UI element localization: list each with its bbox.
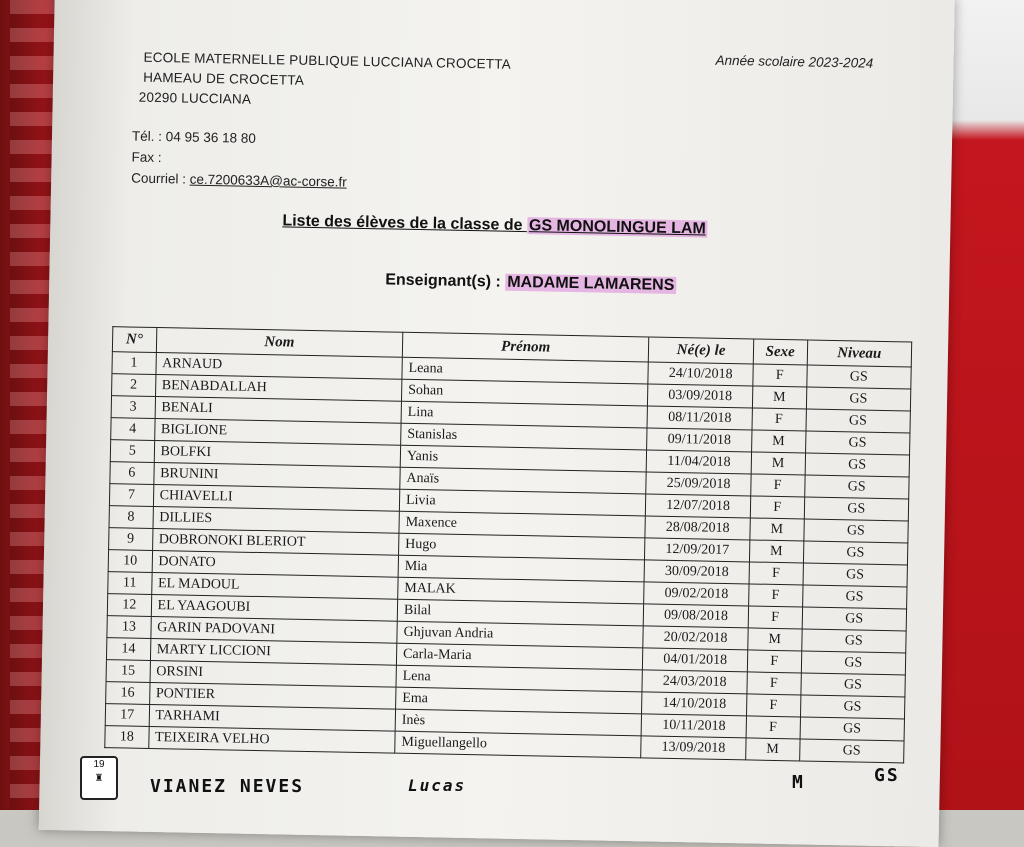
contact-block	[131, 126, 348, 193]
stamp-icon: ♜	[94, 773, 104, 784]
cell-nom: DILLIES	[153, 506, 400, 533]
email-link[interactable]: ce.7200633A@ac-corse.fr	[189, 171, 347, 190]
cell-sexe: F	[746, 694, 800, 717]
cell-sexe: M	[752, 386, 806, 409]
cell-birthdate: 28/08/2018	[645, 516, 750, 540]
cell-niveau: GS	[805, 453, 910, 477]
cell-nom: TEIXEIRA VELHO	[148, 726, 395, 753]
school-address	[138, 48, 512, 115]
cell-number: 17	[105, 704, 149, 727]
cell-nom: PONTIER	[149, 682, 396, 709]
cell-niveau: GS	[805, 431, 910, 455]
cell-birthdate: 12/09/2017	[645, 538, 750, 562]
cell-niveau: GS	[799, 739, 904, 763]
stamp-label: 19	[93, 759, 105, 770]
cell-niveau: GS	[803, 519, 908, 543]
teacher-name: MADAME LAMARENS	[507, 273, 675, 294]
student-rows	[105, 352, 911, 763]
col-niveau: Niveau	[807, 340, 912, 367]
cell-sexe: M	[745, 738, 799, 761]
cell-prenom: Leana	[402, 357, 649, 384]
cell-sexe: F	[750, 496, 804, 519]
cell-number: 5	[110, 440, 154, 463]
cell-nom: MARTY LICCIONI	[150, 638, 397, 665]
cell-prenom: Anaïs	[400, 467, 647, 494]
list-title-prefix: Liste des élèves de la classe de	[282, 212, 528, 235]
cell-niveau: GS	[800, 717, 905, 741]
cell-birthdate: 04/01/2018	[643, 648, 748, 672]
cell-birthdate: 14/10/2018	[642, 692, 747, 716]
stamp-number	[80, 756, 118, 800]
cell-sexe: F	[751, 474, 805, 497]
cell-niveau: GS	[801, 651, 906, 675]
cell-nom: TARHAMI	[149, 704, 396, 731]
school-postal: 20290 LUCCIANA	[138, 89, 252, 107]
cell-niveau: GS	[800, 673, 905, 697]
cell-number: 7	[109, 484, 153, 507]
cell-niveau: GS	[800, 695, 905, 719]
cell-niveau: GS	[806, 409, 911, 433]
cell-birthdate: 24/10/2018	[648, 362, 753, 386]
cell-number: 6	[110, 462, 154, 485]
school-name: ECOLE MATERNELLE PUBLIQUE LUCCIANA CROCETTA	[143, 49, 512, 72]
handwritten-nom: VIANEZ NEVES	[150, 776, 305, 797]
cell-birthdate: 13/09/2018	[641, 736, 746, 760]
cell-number: 14	[106, 638, 150, 661]
student-table	[104, 326, 912, 763]
cell-sexe: F	[752, 408, 806, 431]
cell-birthdate: 30/09/2018	[644, 560, 749, 584]
cell-niveau: GS	[806, 365, 911, 389]
cell-niveau: GS	[802, 585, 907, 609]
cell-number: 8	[109, 506, 153, 529]
cell-prenom: Lena	[396, 665, 643, 692]
cell-sexe: M	[749, 540, 803, 563]
cell-birthdate: 09/11/2018	[647, 428, 752, 452]
cell-birthdate: 09/02/2018	[644, 582, 749, 606]
col-number: N°	[112, 327, 156, 353]
cell-number: 4	[111, 418, 155, 441]
cell-number: 18	[105, 726, 149, 749]
cell-sexe: F	[749, 562, 803, 585]
cell-niveau: GS	[804, 497, 909, 521]
cell-niveau: GS	[802, 607, 907, 631]
col-prenom: Prénom	[402, 332, 649, 362]
teacher-line	[385, 271, 676, 295]
cell-prenom: Hugo	[399, 533, 646, 560]
cell-prenom: Bilal	[397, 599, 644, 626]
cell-nom: BOLFKI	[154, 440, 401, 467]
cell-birthdate: 11/04/2018	[647, 450, 752, 474]
cell-nom: DOBRONOKI BLERIOT	[152, 528, 399, 555]
class-name: GS MONOLINGUE LAM	[528, 217, 706, 238]
cell-birthdate: 09/08/2018	[644, 604, 749, 628]
cell-prenom: Ema	[396, 687, 643, 714]
list-title	[282, 212, 708, 238]
cell-birthdate: 03/09/2018	[648, 384, 753, 408]
cell-sexe: M	[748, 628, 802, 651]
cell-sexe: F	[747, 672, 801, 695]
teacher-label: Enseignant(s) :	[385, 271, 506, 291]
cell-niveau: GS	[804, 475, 909, 499]
fax: Fax :	[131, 149, 162, 166]
cell-prenom: Yanis	[400, 445, 647, 472]
cell-prenom: Sohan	[401, 379, 648, 406]
cell-nom: EL YAAGOUBI	[151, 594, 398, 621]
cell-nom: GARIN PADOVANI	[150, 616, 397, 643]
cell-prenom: Ghjuvan Andria	[397, 621, 644, 648]
cell-niveau: GS	[801, 629, 906, 653]
cell-birthdate: 25/09/2018	[646, 472, 751, 496]
col-birthdate: Né(e) le	[649, 337, 754, 364]
cell-nom: BRUNINI	[153, 462, 400, 489]
school-year: Année scolaire 2023-2024	[715, 52, 874, 71]
cell-sexe: M	[751, 430, 805, 453]
cell-niveau: GS	[806, 387, 911, 411]
cell-number: 15	[106, 660, 150, 683]
cell-number: 13	[107, 616, 151, 639]
cell-prenom: Stanislas	[401, 423, 648, 450]
cell-prenom: Lina	[401, 401, 648, 428]
col-sexe: Sexe	[753, 339, 807, 365]
cell-birthdate: 20/02/2018	[643, 626, 748, 650]
cell-prenom: Miguellangello	[395, 731, 642, 758]
cell-sexe: F	[748, 606, 802, 629]
cell-prenom: Inès	[395, 709, 642, 736]
cell-prenom: Carla-Maria	[396, 643, 643, 670]
cell-number: 12	[107, 594, 151, 617]
document-sheet	[39, 0, 955, 847]
cell-nom: EL MADOUL	[151, 572, 398, 599]
cell-sexe: F	[746, 716, 800, 739]
cell-prenom: Mia	[398, 555, 645, 582]
cell-number: 3	[111, 396, 155, 419]
cell-nom: BIGLIONE	[154, 418, 401, 445]
cell-nom: DONATO	[152, 550, 399, 577]
handwritten-niveau: GS	[874, 765, 900, 786]
cell-birthdate: 10/11/2018	[641, 714, 746, 738]
cell-birthdate: 24/03/2018	[642, 670, 747, 694]
cell-sexe: F	[753, 364, 807, 387]
school-hamlet: HAMEAU DE CROCETTA	[143, 69, 305, 88]
col-nom: Nom	[156, 328, 403, 358]
handwritten-prenom: Lucas	[408, 776, 467, 795]
cell-number: 1	[112, 352, 156, 375]
cell-number: 10	[108, 550, 152, 573]
cell-nom: ARNAUD	[156, 353, 403, 380]
cell-birthdate: 12/07/2018	[646, 494, 751, 518]
cell-nom: BENABDALLAH	[155, 375, 402, 402]
cell-nom: ORSINI	[150, 660, 397, 687]
cell-number: 9	[109, 528, 153, 551]
cell-niveau: GS	[803, 541, 908, 565]
phone: Tél. : 04 95 36 18 80	[131, 128, 256, 146]
email-label: Courriel :	[131, 170, 190, 187]
cell-number: 16	[106, 682, 150, 705]
cell-number: 2	[112, 374, 156, 397]
cell-sexe: M	[750, 518, 804, 541]
handwritten-sexe: M	[792, 772, 805, 793]
cell-number: 11	[108, 572, 152, 595]
cell-niveau: GS	[803, 563, 908, 587]
cell-sexe: M	[751, 452, 805, 475]
cell-birthdate: 08/11/2018	[647, 406, 752, 430]
cell-sexe: F	[747, 650, 801, 673]
cell-prenom: Maxence	[399, 511, 646, 538]
email-line	[131, 168, 347, 193]
cell-sexe: F	[748, 584, 802, 607]
cell-nom: BENALI	[155, 396, 402, 423]
cell-prenom: Livia	[399, 489, 646, 516]
cell-prenom: MALAK	[398, 577, 645, 604]
cell-nom: CHIAVELLI	[153, 484, 400, 511]
